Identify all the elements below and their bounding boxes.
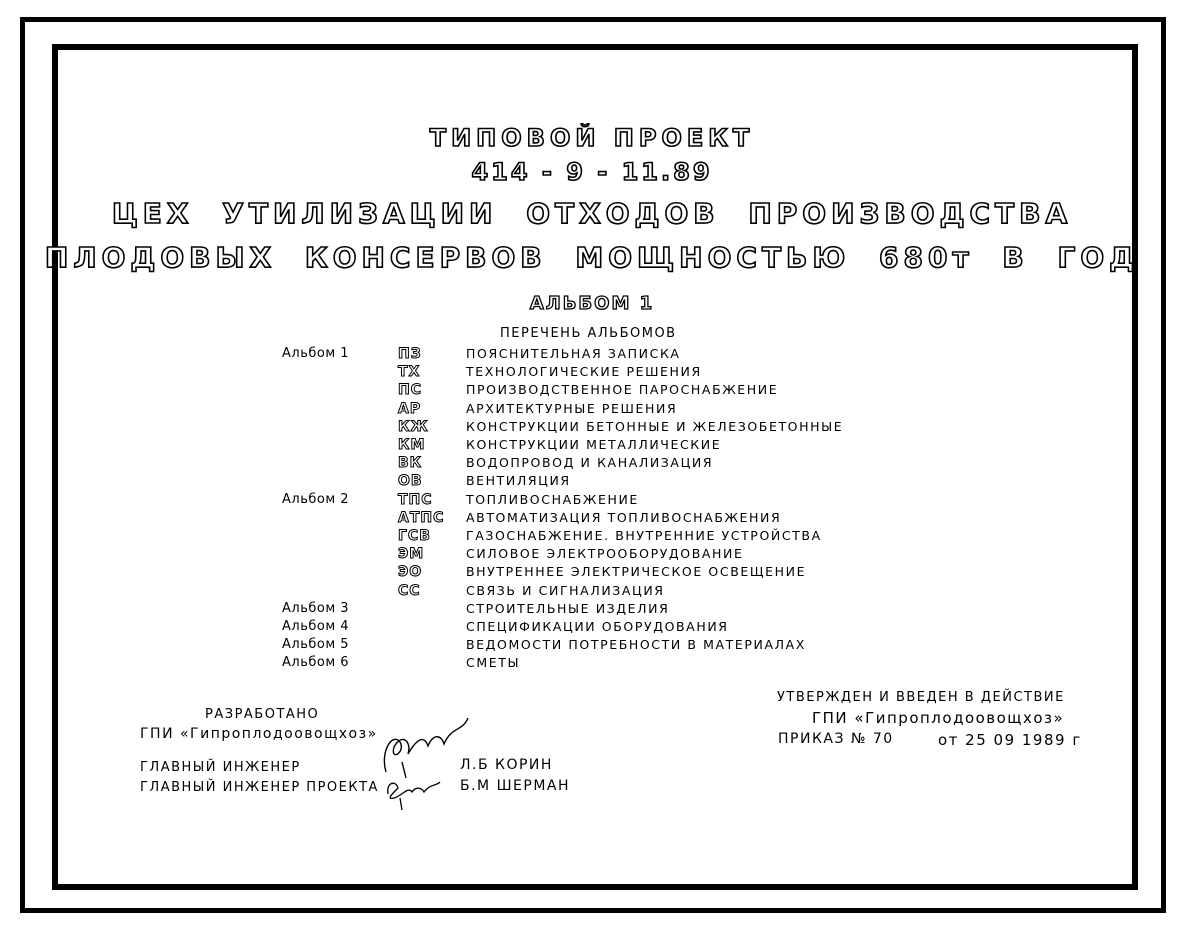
album-list-row [0, 583, 1184, 601]
album-label: Альбом 5 [282, 637, 350, 653]
section-code: СС [398, 582, 421, 599]
developed-label: РАЗРАБОТАНО [205, 707, 320, 722]
section-description: ВОДОПРОВОД И КАНАЛИЗАЦИЯ [466, 455, 714, 471]
album-list-row [0, 364, 1184, 382]
signature-sherman [382, 772, 452, 812]
section-code: ЭО [398, 564, 423, 581]
section-code: АР [398, 400, 422, 417]
section-code: АТПС [398, 509, 445, 526]
section-code: КЖ [398, 418, 429, 435]
album-list-row [0, 419, 1184, 437]
section-description: СТРОИТЕЛЬНЫЕ ИЗДЕЛИЯ [466, 600, 670, 616]
section-description: СМЕТЫ [466, 655, 521, 671]
album-list-row [0, 401, 1184, 419]
section-description: ВЕНТИЛЯЦИЯ [466, 473, 571, 489]
album-list-row [0, 492, 1184, 510]
approver-org: ГПИ «Гипроплодоовощхоз» [812, 709, 1065, 727]
album-label: Альбом 6 [282, 655, 350, 671]
section-description: АРХИТЕКТУРНЫЕ РЕШЕНИЯ [466, 400, 678, 416]
section-description: КОНСТРУКЦИИ БЕТОННЫЕ И ЖЕЛЕЗОБЕТОННЫЕ [466, 418, 844, 434]
section-description: ВНУТРЕННЕЕ ЭЛЕКТРИЧЕСКОЕ ОСВЕЩЕНИЕ [466, 564, 807, 580]
chief-project-engineer-label: ГЛАВНЫЙ ИНЖЕНЕР ПРОЕКТА [140, 780, 379, 795]
section-code: ТХ [398, 364, 421, 381]
section-code: ПЗ [398, 346, 422, 362]
doc-type-title: ТИПОВОЙ ПРОЕКТ [429, 124, 755, 152]
album-list-row [0, 510, 1184, 528]
album-list-heading: ПЕРЕЧЕНЬ АЛЬБОМОВ [500, 326, 677, 341]
section-description: КОНСТРУКЦИИ МЕТАЛЛИЧЕСКИЕ [466, 437, 722, 452]
album-list-row [0, 437, 1184, 455]
signature-korin [372, 712, 482, 780]
section-code: КМ [398, 437, 426, 453]
developer-org: ГПИ «Гипроплодоовощхоз» [140, 726, 378, 742]
album-list-row [0, 455, 1184, 473]
section-code: ТПС [398, 491, 433, 508]
project-number: 414 - 9 - 11.89 [471, 158, 713, 186]
order-number: ПРИКАЗ № 70 [778, 731, 894, 747]
album-list-row [0, 346, 1184, 364]
section-code: ГСВ [398, 528, 431, 544]
chief-project-engineer-name: Б.М ШЕРМАН [460, 778, 571, 794]
album-list-row [0, 655, 1184, 673]
order-date: от 25 09 1989 г [938, 731, 1082, 749]
project-title-line2: ПЛОДОВЫХ КОНСЕРВОВ МОЩНОСТЬЮ 680т В ГОД [44, 241, 1140, 274]
album-label: Альбом 1 [282, 346, 350, 361]
album-label: Альбом 2 [282, 491, 350, 507]
project-title-line1: ЦЕХ УТИЛИЗАЦИИ ОТХОДОВ ПРОИЗВОДСТВА [111, 197, 1073, 230]
album-label: Альбом 3 [282, 600, 350, 616]
section-description: АВТОМАТИЗАЦИЯ ТОПЛИВОСНАБЖЕНИЯ [466, 509, 782, 525]
album-heading: АЛЬБОМ 1 [529, 293, 655, 314]
album-label: Альбом 4 [282, 619, 350, 634]
album-list-row [0, 382, 1184, 400]
album-list-row [0, 564, 1184, 582]
section-code: ВК [398, 455, 423, 472]
section-description: ПРОИЗВОДСТВЕННОЕ ПАРОСНАБЖЕНИЕ [466, 382, 779, 398]
section-description: СВЯЗЬ И СИГНАЛИЗАЦИЯ [466, 582, 665, 598]
section-code: ПС [398, 382, 422, 399]
section-description: ГАЗОСНАБЖЕНИЕ. ВНУТРЕННИЕ УСТРОЙСТВА [466, 528, 822, 543]
section-description: СИЛОВОЕ ЭЛЕКТРООБОРУДОВАНИЕ [466, 546, 744, 562]
chief-engineer-name: Л.Б КОРИН [460, 757, 553, 773]
album-list-row [0, 546, 1184, 564]
album-list-row [0, 601, 1184, 619]
section-code: ЭМ [398, 546, 425, 563]
section-description: ТЕХНОЛОГИЧЕСКИЕ РЕШЕНИЯ [466, 364, 702, 380]
section-description: СПЕЦИФИКАЦИИ ОБОРУДОВАНИЯ [466, 619, 729, 634]
approval-line: УТВЕРЖДЕН И ВВЕДЕН В ДЕЙСТВИЕ [777, 690, 1065, 705]
album-list-row [0, 619, 1184, 637]
section-description: ТОПЛИВОСНАБЖЕНИЕ [466, 491, 639, 507]
album-list-row [0, 637, 1184, 655]
album-list-row [0, 528, 1184, 546]
section-description: ПОЯСНИТЕЛЬНАЯ ЗАПИСКА [466, 346, 681, 361]
chief-engineer-label: ГЛАВНЫЙ ИНЖЕНЕР [140, 760, 301, 775]
section-code: ОВ [398, 473, 423, 490]
section-description: ВЕДОМОСТИ ПОТРЕБНОСТИ В МАТЕРИАЛАХ [466, 637, 806, 653]
album-list-row [0, 473, 1184, 491]
